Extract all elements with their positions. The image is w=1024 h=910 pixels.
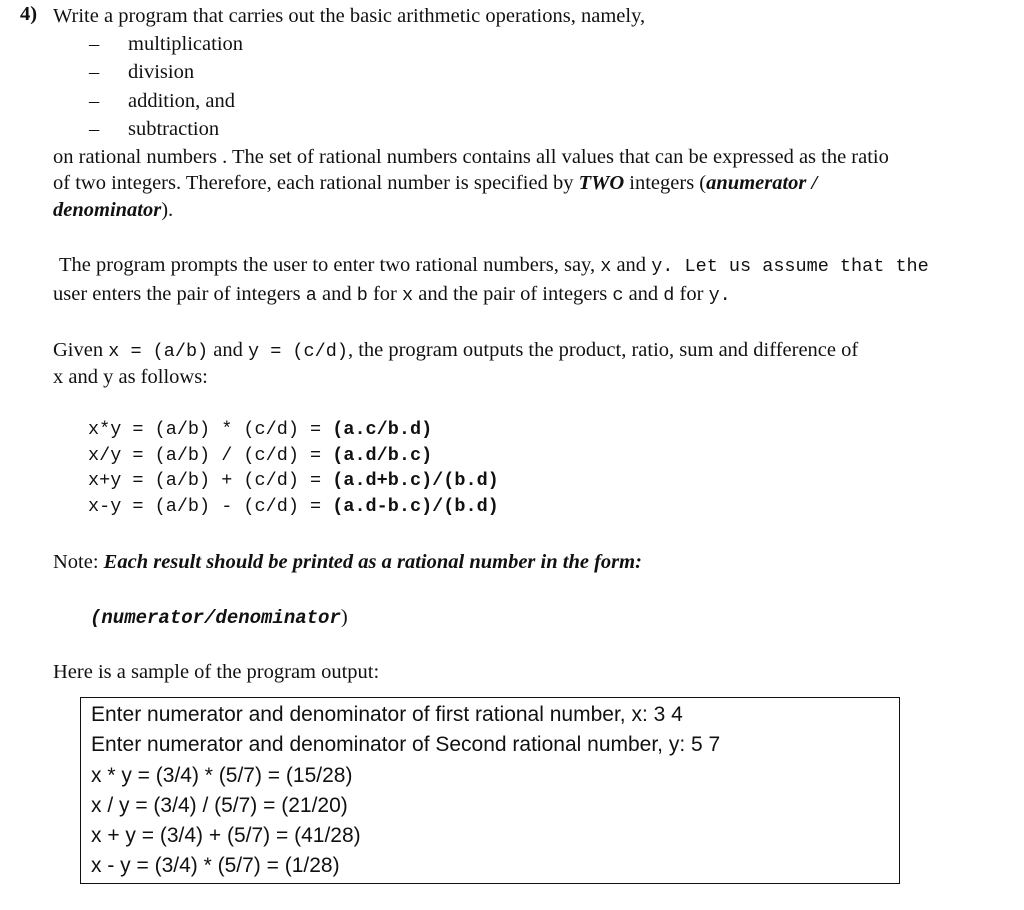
sample-output-line: x - y = (3/4) * (5/7) = (1/28)	[91, 854, 340, 877]
operation-text: addition, and	[128, 90, 236, 112]
text-fragment: for	[367, 283, 402, 305]
note-text: Each result should be printed as a rational number in the form:	[103, 551, 642, 573]
formula-lhs: x*y = (a/b) * (c/d) =	[88, 419, 333, 440]
text-fragment: Let us assume that the	[673, 256, 929, 277]
code-y: y.	[651, 256, 674, 277]
text-fragment: The program prompts the user to enter two rational numbers, say,	[59, 254, 601, 276]
formula-row	[88, 468, 499, 493]
para3-line1	[53, 337, 858, 365]
code-y: y.	[708, 285, 731, 306]
sample-output-line: x + y = (3/4) + (5/7) = (41/28)	[91, 824, 361, 847]
formula-lhs: x-y = (a/b) - (c/d) =	[88, 496, 333, 517]
sample-output-line: Enter numerator and denominator of Second rational number, y: 5 7	[91, 733, 721, 756]
bullet-dash-icon: –	[89, 33, 100, 55]
sample-output-box	[80, 697, 900, 884]
code-x-definition: x = (a/b)	[108, 341, 209, 362]
para1-line3	[53, 197, 173, 223]
code-x: x	[600, 256, 612, 277]
question-intro: Write a program that carries out the basic arithmetic operations, namely,	[53, 5, 646, 27]
text-fragment: integers (	[624, 172, 707, 194]
text-fragment: and the pair of integers	[413, 283, 613, 305]
note-line	[53, 549, 642, 575]
code-x: x	[401, 285, 414, 306]
code-d: d	[663, 285, 675, 306]
code-a: a	[305, 285, 317, 306]
formula-row	[88, 494, 499, 519]
code-c: c	[612, 285, 624, 306]
sample-output-line: Enter numerator and denominator of first rational number, x: 3 4	[91, 703, 683, 726]
formula-result: (a.d+b.c)/(b.d)	[332, 470, 499, 491]
sample-output-line: x * y = (3/4) * (5/7) = (15/28)	[91, 764, 353, 787]
code-y-definition: y = (c/d)	[248, 341, 348, 362]
text-fragment: Given	[53, 339, 109, 361]
text-fragment: for	[674, 283, 709, 305]
formula-row	[88, 443, 432, 468]
text-fragment: and	[208, 339, 249, 361]
form-close: )	[340, 606, 348, 628]
formula-result: (a.d/b.c)	[332, 445, 433, 466]
text-fragment: and	[623, 283, 664, 305]
para3-line2: x and y as follows:	[53, 366, 208, 388]
bullet-dash-icon: –	[89, 90, 100, 112]
operation-text: multiplication	[128, 33, 244, 55]
bullet-dash-icon: –	[89, 118, 100, 140]
question-number: 4)	[20, 3, 38, 25]
text-fragment: and	[316, 283, 357, 305]
operation-text: subtraction	[128, 118, 220, 140]
operation-text: division	[128, 61, 195, 83]
emphasis-two: TWO	[578, 172, 625, 194]
text-fragment: of two integers. Therefore, each rational number is specified by	[53, 172, 579, 194]
text-fragment: and	[611, 254, 652, 276]
para1-line1: on rational numbers . The set of rational numbers contains all values that can be expressed as the ratio	[53, 146, 889, 168]
formula-lhs: x+y = (a/b) + (c/d) =	[88, 470, 333, 491]
para2-line1	[59, 252, 929, 280]
formula-result: (a.c/b.d)	[332, 419, 433, 440]
text-fragment: ).	[161, 199, 174, 221]
formula-result: (a.d-b.c)/(b.d)	[332, 496, 499, 517]
bullet-dash-icon: –	[89, 61, 100, 83]
sample-intro: Here is a sample of the program output:	[53, 661, 380, 683]
formula-lhs: x/y = (a/b) / (c/d) =	[88, 445, 333, 466]
para2-line2	[53, 281, 731, 309]
para1-line2	[53, 170, 817, 196]
sample-output-line: x / y = (3/4) / (5/7) = (21/20)	[91, 794, 348, 817]
code-b: b	[356, 285, 368, 306]
form-code: (numerator/denominator	[90, 607, 341, 629]
text-fragment: user enters the pair of integers	[53, 283, 306, 305]
text-fragment: , the program outputs the product, ratio, sum and difference of	[347, 339, 859, 361]
result-form	[90, 604, 348, 631]
emphasis-denominator: denominator	[53, 199, 162, 221]
note-label: Note:	[53, 551, 104, 573]
formula-row	[88, 417, 432, 442]
emphasis-numerator: anumerator /	[706, 172, 818, 194]
